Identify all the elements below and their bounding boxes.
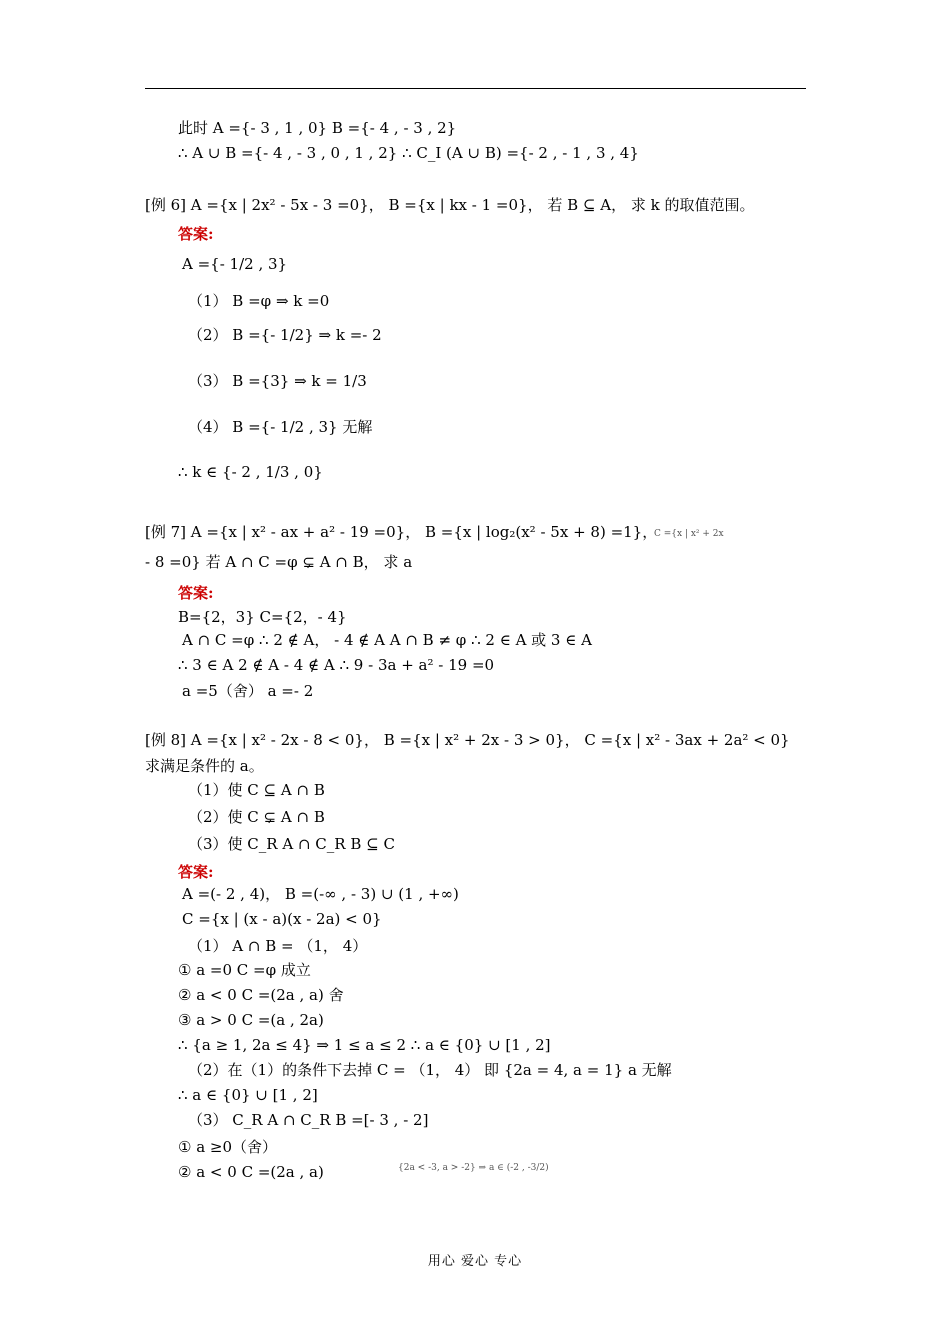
text-line: ∴ A ∪ B ={- 4 , - 3 , 0 , 1 , 2} ∴ C_I (A ∪ B) ={- 2 , - 1 , 3 , 4} bbox=[178, 144, 639, 162]
text-line: {2a < -3, a > -2} ⇒ a ∈ (-2 , -3/2) bbox=[398, 1163, 549, 1173]
text-line: ① a =0 C =φ 成立 bbox=[178, 961, 311, 979]
text-line: ∴ a ∈ {0} ∪ [1 , 2] bbox=[178, 1086, 318, 1104]
text-line: C ={x | (x - a)(x - 2a) < 0} bbox=[182, 910, 382, 928]
text-line: ∴ {a ≥ 1, 2a ≤ 4} ⇒ 1 ≤ a ≤ 2 ∴ a ∈ {0} ∪ [1 , 2] bbox=[178, 1036, 551, 1054]
text-line: （4） B ={- 1/2 , 3} 无解 bbox=[188, 418, 373, 436]
text-line: [例 6] A ={x | 2x² - 5x - 3 =0}， B ={x | kx - 1 =0}， 若 B ⊆ A， 求 k 的取值范围。 bbox=[145, 196, 755, 214]
text-line: [例 8] A ={x | x² - 2x - 8 < 0}， B ={x | x² + 2x - 3 > 0}， C ={x | x² - 3ax + 2a² < 0} bbox=[145, 731, 790, 749]
text-line: 求满足条件的 a。 bbox=[145, 757, 264, 775]
text-line: ② a < 0 C =(2a , a) bbox=[178, 1163, 324, 1181]
text-line: （2） B ={- 1/2} ⇒ k =- 2 bbox=[188, 326, 382, 344]
text-line: ∴ 3 ∈ A 2 ∉ A - 4 ∉ A ∴ 9 - 3a + a² - 19 =0 bbox=[178, 656, 495, 674]
text-line: （3） C_R A ∩ C_R B =[- 3 , - 2] bbox=[188, 1111, 429, 1129]
text-line: （1） B =φ ⇒ k =0 bbox=[188, 292, 330, 310]
text-line: （1） A ∩ B = （1， 4） bbox=[188, 937, 368, 955]
text-line: 答案: bbox=[178, 584, 214, 602]
text-line: ② a < 0 C =(2a , a) 舍 bbox=[178, 986, 344, 1004]
text-line: [例 7] A ={x | x² - ax + a² - 19 =0}， B ={x | log₂(x² - 5x + 8) =1}， bbox=[145, 523, 658, 541]
text-line: A =(- 2 , 4)， B =(-∞ , - 3) ∪ (1 , +∞) bbox=[182, 885, 459, 903]
text-line: 此时 A ={- 3 , 1 , 0} B ={- 4 , - 3 , 2} bbox=[178, 119, 457, 137]
text-line: （1）使 C ⊆ A ∩ B bbox=[188, 781, 325, 799]
text-line: ③ a > 0 C =(a , 2a) bbox=[178, 1011, 324, 1029]
text-line: （2）在（1）的条件下去掉 C = （1， 4） 即 {2a = 4, a = 1} a 无解 bbox=[188, 1061, 672, 1079]
text-line: ① a ≥0（舍） bbox=[178, 1138, 278, 1156]
text-line: C ={x | x² + 2x bbox=[654, 529, 724, 539]
text-line: B={2，3} C={2，- 4} bbox=[178, 608, 347, 626]
text-line: a =5（舍） a =- 2 bbox=[182, 682, 314, 700]
text-line: （3）使 C_R A ∩ C_R B ⊆ C bbox=[188, 835, 395, 853]
text-line: A ∩ C =φ ∴ 2 ∉ A， - 4 ∉ A A ∩ B ≠ φ ∴ 2 ∈ A 或 3 ∈ A bbox=[182, 631, 592, 649]
text-line: ∴ k ∈ {- 2 , 1/3 , 0} bbox=[178, 463, 323, 481]
text-line: 答案: bbox=[178, 863, 214, 881]
text-line: （3） B ={3} ⇒ k = 1/3 bbox=[188, 372, 367, 390]
text-line: 答案: bbox=[178, 225, 214, 243]
header-rule bbox=[145, 88, 806, 89]
text-line: A ={- 1/2 , 3} bbox=[182, 255, 288, 273]
page-footer: 用心 爱心 专心 bbox=[427, 1254, 523, 1269]
text-line: - 8 =0} 若 A ∩ C =φ ⊊ A ∩ B， 求 a bbox=[145, 553, 413, 571]
text-line: （2）使 C ⊊ A ∩ B bbox=[188, 808, 325, 826]
